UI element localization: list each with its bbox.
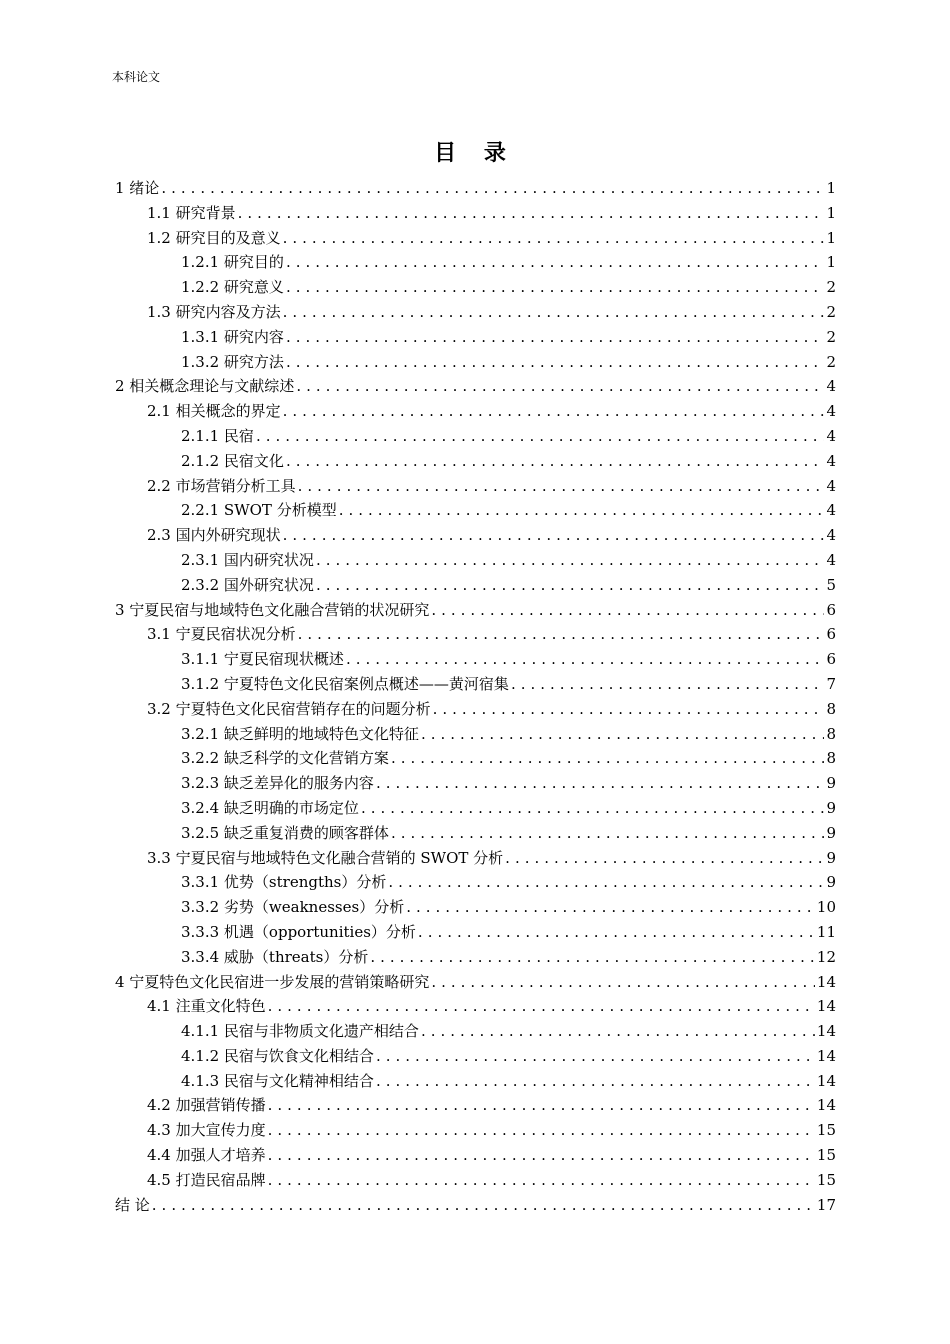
toc-page-number: 7 <box>826 674 836 693</box>
toc-dot-leader <box>418 920 815 945</box>
toc-dot-leader <box>361 796 824 821</box>
toc-entry-title: 1.3 研究内容及方法 <box>147 302 281 321</box>
toc-dot-leader <box>511 672 824 697</box>
toc-entry[interactable] <box>115 1093 836 1118</box>
toc-entry-title: 2.2 市场营销分析工具 <box>147 476 296 495</box>
toc-entry[interactable] <box>115 523 836 548</box>
toc-entry[interactable] <box>115 275 836 300</box>
toc-page-number: 4 <box>826 377 836 396</box>
toc-dot-leader <box>406 895 815 920</box>
toc-page-number: 5 <box>826 575 836 594</box>
toc-entry-title: 2 相关概念理论与文献综述 <box>115 377 295 396</box>
toc-page-number: 15 <box>816 1121 836 1140</box>
page-title: 目 录 <box>434 141 516 166</box>
toc-entry[interactable] <box>115 771 836 796</box>
toc-dot-leader <box>391 746 824 771</box>
toc-page-number: 9 <box>826 873 836 892</box>
toc-dot-leader <box>296 374 824 399</box>
toc-page-number: 4 <box>826 402 836 421</box>
toc-entry[interactable] <box>115 424 836 449</box>
toc-page-number: 9 <box>826 823 836 842</box>
toc-dot-leader <box>286 275 824 300</box>
toc-entry[interactable] <box>115 548 836 573</box>
toc-dot-leader <box>376 1069 815 1094</box>
toc-entry[interactable] <box>115 1019 836 1044</box>
toc-dot-leader <box>268 1143 815 1168</box>
toc-entry[interactable] <box>115 573 836 598</box>
toc-page-number: 2 <box>826 302 836 321</box>
toc-page-number: 2 <box>826 352 836 371</box>
toc-entry[interactable] <box>115 920 836 945</box>
toc-page-number: 8 <box>826 724 836 743</box>
toc-entry[interactable] <box>115 1069 836 1094</box>
toc-page-number: 14 <box>816 1022 836 1041</box>
toc-dot-leader <box>283 399 824 424</box>
toc-page-number: 10 <box>816 898 836 917</box>
toc-dot-leader <box>298 474 824 499</box>
toc-entry[interactable] <box>115 226 836 251</box>
toc-entry[interactable] <box>115 994 836 1019</box>
toc-page-number: 1 <box>826 203 836 222</box>
toc-dot-leader <box>268 1168 815 1193</box>
toc-entry-title: 1.2 研究目的及意义 <box>147 228 281 247</box>
toc-page-number: 11 <box>816 922 836 941</box>
toc-page-number: 12 <box>816 947 836 966</box>
toc-page-number: 4 <box>826 501 836 520</box>
toc-entry-title: 4.1.2 民宿与饮食文化相结合 <box>181 1046 374 1065</box>
toc-entry-title: 2.3 国内外研究现状 <box>147 526 281 545</box>
toc-entry[interactable] <box>115 300 836 325</box>
toc-entry-title: 2.1.1 民宿 <box>181 426 254 445</box>
toc-dot-leader <box>238 201 824 226</box>
toc-entry[interactable] <box>115 1118 836 1143</box>
toc-dot-leader <box>391 821 824 846</box>
toc-dot-leader <box>346 647 824 672</box>
toc-dot-leader <box>152 1193 815 1218</box>
toc-page-number: 14 <box>816 1096 836 1115</box>
toc-entry[interactable] <box>115 1044 836 1069</box>
toc-dot-leader <box>376 1044 815 1069</box>
toc-entry-title: 3.1.2 宁夏特色文化民宿案例点概述——黄河宿集 <box>181 674 509 693</box>
toc-entry[interactable] <box>115 350 836 375</box>
toc-page-number: 15 <box>816 1146 836 1165</box>
toc-page-number: 4 <box>826 550 836 569</box>
toc-page-number: 4 <box>826 476 836 495</box>
toc-page-number: 1 <box>826 253 836 272</box>
toc-entry[interactable] <box>115 970 836 995</box>
toc-dot-leader <box>431 598 824 623</box>
toc-dot-leader <box>376 771 824 796</box>
toc-entry[interactable] <box>115 821 836 846</box>
toc-dot-leader <box>370 945 815 970</box>
toc-entry[interactable] <box>115 399 836 424</box>
toc-entry-title: 3.3.3 机遇（opportunities）分析 <box>181 922 416 941</box>
toc-page-number: 2 <box>826 278 836 297</box>
toc-page-number: 14 <box>816 1071 836 1090</box>
toc-entry[interactable] <box>115 647 836 672</box>
toc-entry-title: 4.1 注重文化特色 <box>147 997 266 1016</box>
toc-entry-title: 3.2.3 缺乏差异化的服务内容 <box>181 774 374 793</box>
toc-page-number: 14 <box>816 972 836 991</box>
toc-entry-title: 3.2.4 缺乏明确的市场定位 <box>181 798 359 817</box>
toc-page-number: 9 <box>826 848 836 867</box>
page-header: 本科论文 <box>112 70 161 84</box>
toc-page-number: 6 <box>826 650 836 669</box>
toc-page-number: 1 <box>826 179 836 197</box>
toc-entry[interactable] <box>115 374 836 399</box>
toc-page-number: 14 <box>816 997 836 1016</box>
toc-entry-title: 2.1 相关概念的界定 <box>147 402 281 421</box>
toc-dot-leader <box>421 722 824 747</box>
toc-dot-leader <box>286 250 824 275</box>
toc-page-number: 4 <box>826 426 836 445</box>
toc-page-number: 8 <box>826 699 836 718</box>
toc-entry-title: 4.1.1 民宿与非物质文化遗产相结合 <box>181 1022 419 1041</box>
toc-page-number: 6 <box>826 600 836 619</box>
toc-dot-leader <box>161 176 824 201</box>
toc-entry-title: 4 宁夏特色文化民宿进一步发展的营销策略研究 <box>115 972 430 991</box>
toc-entry-title: 3.3 宁夏民宿与地域特色文化融合营销的 SWOT 分析 <box>147 848 504 867</box>
toc-entry-title: 1.2.1 研究目的 <box>181 253 284 272</box>
table-of-contents <box>115 176 836 1217</box>
toc-entry[interactable] <box>115 672 836 697</box>
toc-entry-title: 4.2 加强营销传播 <box>147 1096 266 1115</box>
toc-page-number: 9 <box>826 774 836 793</box>
toc-entry-title: 2.3.1 国内研究状况 <box>181 550 314 569</box>
toc-dot-leader <box>268 1118 815 1143</box>
toc-entry[interactable] <box>115 796 836 821</box>
toc-entry-title: 结 论 <box>115 1195 150 1214</box>
toc-entry[interactable] <box>115 474 836 499</box>
toc-entry-title: 3.2 宁夏特色文化民宿营销存在的问题分析 <box>147 699 431 718</box>
toc-page-number: 15 <box>816 1170 836 1189</box>
toc-entry-title: 2.1.2 民宿文化 <box>181 451 284 470</box>
toc-entry[interactable] <box>115 870 836 895</box>
toc-page-number: 6 <box>826 625 836 644</box>
toc-entry[interactable] <box>115 846 836 871</box>
toc-entry[interactable] <box>115 498 836 523</box>
toc-dot-leader <box>433 697 824 722</box>
toc-entry-title: 3.2.5 缺乏重复消费的顾客群体 <box>181 823 389 842</box>
toc-entry[interactable] <box>115 1168 836 1193</box>
toc-dot-leader <box>256 424 824 449</box>
toc-dot-leader <box>268 1093 815 1118</box>
toc-dot-leader <box>286 325 824 350</box>
toc-dot-leader <box>505 846 824 871</box>
toc-dot-leader <box>268 994 815 1019</box>
toc-dot-leader <box>283 300 824 325</box>
toc-page-number: 17 <box>816 1195 836 1214</box>
toc-entry[interactable] <box>115 1143 836 1168</box>
toc-page-number: 9 <box>826 798 836 817</box>
toc-entry-title: 1.2.2 研究意义 <box>181 278 284 297</box>
toc-entry-title: 3.1.1 宁夏民宿现状概述 <box>181 650 344 669</box>
toc-page-number: 4 <box>826 451 836 470</box>
toc-entry-title: 2.3.2 国外研究状况 <box>181 575 314 594</box>
toc-entry-title: 3.3.2 劣势（weaknesses）分析 <box>181 898 405 917</box>
toc-entry-title: 4.5 打造民宿品牌 <box>147 1170 266 1189</box>
toc-entry[interactable] <box>115 176 836 201</box>
toc-dot-leader <box>283 523 824 548</box>
toc-dot-leader <box>316 573 824 598</box>
toc-entry[interactable] <box>115 201 836 226</box>
toc-entry-title: 2.2.1 SWOT 分析模型 <box>181 501 337 520</box>
toc-dot-leader <box>421 1019 815 1044</box>
toc-page-number: 14 <box>816 1046 836 1065</box>
toc-entry-title: 3.2.2 缺乏科学的文化营销方案 <box>181 749 389 768</box>
toc-entry-title: 3 宁夏民宿与地域特色文化融合营销的状况研究 <box>115 600 430 619</box>
toc-entry-title: 4.3 加大宣传力度 <box>147 1121 266 1140</box>
toc-entry[interactable] <box>115 622 836 647</box>
toc-entry-title: 3.3.1 优势（strengths）分析 <box>181 873 387 892</box>
toc-entry-title: 3.2.1 缺乏鲜明的地域特色文化特征 <box>181 724 419 743</box>
toc-entry-title: 3.3.4 威胁（threats）分析 <box>181 947 369 966</box>
toc-page-number: 8 <box>826 749 836 768</box>
toc-entry[interactable] <box>115 895 836 920</box>
toc-entry[interactable] <box>115 697 836 722</box>
toc-entry[interactable] <box>115 449 836 474</box>
toc-entry-title: 1.3.1 研究内容 <box>181 327 284 346</box>
toc-dot-leader <box>388 870 824 895</box>
toc-entry-title: 4.4 加强人才培养 <box>147 1146 266 1165</box>
toc-entry-title: 1 绪论 <box>115 179 160 197</box>
toc-entry[interactable] <box>115 746 836 771</box>
toc-entry-title: 3.1 宁夏民宿状况分析 <box>147 625 296 644</box>
toc-entry[interactable] <box>115 250 836 275</box>
toc-page-number: 2 <box>826 327 836 346</box>
toc-dot-leader <box>298 622 824 647</box>
toc-entry-title: 1.3.2 研究方法 <box>181 352 284 371</box>
toc-entry-title: 4.1.3 民宿与文化精神相结合 <box>181 1071 374 1090</box>
toc-page-number: 4 <box>826 526 836 545</box>
toc-dot-leader <box>286 449 824 474</box>
toc-entry[interactable] <box>115 722 836 747</box>
toc-dot-leader <box>339 498 824 523</box>
toc-entry[interactable] <box>115 598 836 623</box>
toc-page-number: 1 <box>826 228 836 247</box>
toc-entry[interactable] <box>115 945 836 970</box>
toc-entry-title: 1.1 研究背景 <box>147 203 236 222</box>
toc-dot-leader <box>431 970 815 995</box>
toc-entry[interactable] <box>115 325 836 350</box>
toc-entry[interactable] <box>115 1193 836 1218</box>
toc-dot-leader <box>316 548 824 573</box>
toc-dot-leader <box>283 226 824 251</box>
toc-dot-leader <box>286 350 824 375</box>
